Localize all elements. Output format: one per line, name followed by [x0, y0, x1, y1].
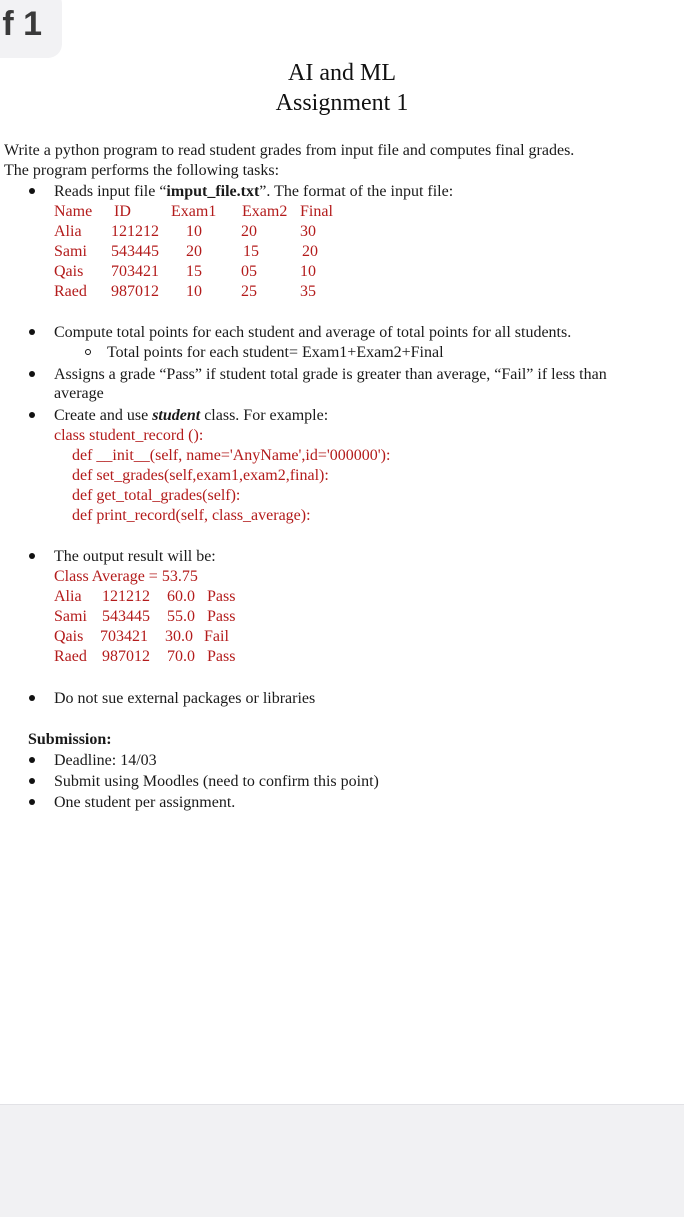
intro-line-2: The program performs the following tasks:	[4, 162, 280, 179]
task-assign-grade-line2: average	[54, 385, 104, 402]
bullet-dot	[29, 799, 35, 805]
submission-deadline: Deadline: 14/03	[54, 752, 157, 769]
bullet-dot	[29, 757, 35, 763]
submission-heading: Submission:	[28, 731, 112, 748]
task-compute-sub: Total points for each student= Exam1+Exam2+Final	[107, 344, 444, 361]
submission-method: Submit using Moodles (need to confirm this point)	[54, 773, 379, 790]
code-line: def __init__(self, name='AnyName',id='000000'):	[72, 447, 391, 464]
bullet-dot	[29, 371, 35, 377]
task-assign-grade-line1: Assigns a grade “Pass” if student total grade is greater than average, “Fail” if less than	[54, 366, 607, 383]
bullet-dot	[29, 412, 35, 418]
bullet-dot	[29, 695, 35, 701]
submission-policy: One student per assignment.	[54, 794, 236, 811]
code-line: def get_total_grades(self):	[72, 487, 241, 504]
intro-line-1: Write a python program to read student grades from input file and computes final grades.	[4, 142, 575, 159]
sub-bullet-circle	[85, 349, 91, 355]
code-line: def set_grades(self,exam1,exam2,final):	[72, 467, 329, 484]
code-line: class student_record ():	[54, 427, 204, 444]
code-line: def print_record(self, class_average):	[72, 507, 311, 524]
bullet-dot	[29, 553, 35, 559]
bullet-dot	[29, 778, 35, 784]
output-class-average: Class Average = 53.75	[54, 568, 198, 585]
task-compute-totals: Compute total points for each student and average of total points for all students.	[54, 324, 572, 341]
task-output: The output result will be:	[54, 548, 216, 565]
task-read-file: Reads input file “imput_file.txt”. The format of the input file:	[54, 183, 454, 200]
bullet-dot	[29, 329, 35, 335]
task-create-class: Create and use student class. For example:	[54, 407, 329, 424]
page-number-badge: f 1	[0, 0, 62, 58]
bullet-dot	[29, 188, 35, 194]
document-subtitle: Assignment 1	[275, 90, 409, 116]
viewer-bottom-area	[0, 1104, 684, 1217]
document-title: AI and ML	[288, 60, 396, 86]
task-no-external: Do not sue external packages or libraries	[54, 690, 316, 707]
